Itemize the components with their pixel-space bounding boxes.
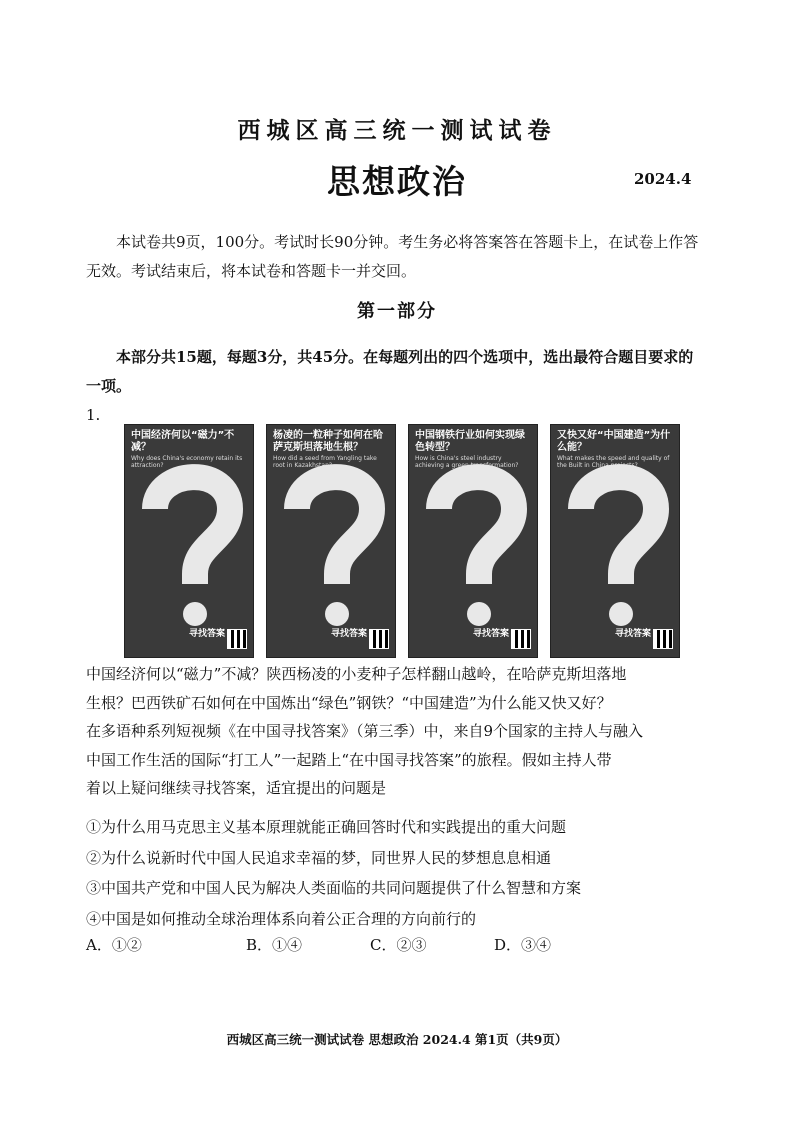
qr-code-icon (653, 629, 673, 649)
poster-footer: 寻找答案 (188, 629, 225, 639)
subject-title: 思想政治 (327, 162, 467, 201)
poster-strip (124, 424, 680, 656)
choice-c: C．②③ (370, 936, 427, 954)
choice-a: A．①② (86, 936, 142, 954)
stem-line: 在多语种系列短视频《在中国寻找答案》（第三季）中，来自9个国家的主持人与融入 (86, 722, 644, 740)
section-title: 第一部分 (357, 301, 437, 322)
poster-2 (266, 424, 396, 658)
exam-instructions: 本试卷共9页，100分。考试时长90分钟。考生务必将答案答在答题卡上，在试卷上作答无效。考试结束后，将本试卷和答题卡一并交回。 (86, 233, 699, 280)
poster-subtitle: What makes the speed and quality of the Built in China projects? (557, 455, 670, 469)
poster-3 (408, 424, 538, 658)
choice-d: D．③④ (494, 936, 552, 954)
statement-list (86, 812, 726, 934)
statement-item: ②为什么说新时代中国人民追求幸福的梦，同世界人民的梦想息息相通 (86, 848, 552, 867)
question-mark-icon (419, 459, 529, 629)
qr-code-icon (511, 629, 531, 649)
question-number: 1. (86, 406, 101, 424)
choice-b: B．①④ (246, 936, 303, 954)
poster-footer: 寻找答案 (330, 629, 367, 639)
stem-line: 生根？巴西铁矿石如何在中国炼出“绿色”钢铁？“中国建造”为什么能又快又好？ (86, 693, 612, 712)
question-stem (86, 660, 708, 803)
poster-subtitle: How is China's steel industry achieving a green transformation? (415, 455, 519, 469)
poster-title: 又快又好“中国建造”为什么能？ (557, 430, 671, 453)
poster-title: 中国经济何以“磁力”不减？ (131, 430, 235, 453)
stem-line: 中国经济何以“磁力”不减？陕西杨凌的小麦种子怎样翻山越岭，在哈萨克斯坦落地 (86, 665, 627, 683)
poster-subtitle: Why does China's economy retain its attraction? (131, 455, 243, 469)
exam-date: 2024.4 (634, 170, 692, 188)
poster-footer: 寻找答案 (614, 629, 651, 639)
poster-1 (124, 424, 254, 658)
answer-choices (86, 934, 586, 964)
statement-item: ①为什么用马克思主义基本原理就能正确回答时代和实践提出的重大问题 (86, 818, 567, 836)
question-mark-icon (277, 459, 387, 629)
stem-line: 着以上疑问继续寻找答案，适宜提出的问题是 (86, 779, 387, 797)
part-instructions: 本部分共15题，每题3分，共45分。在每题列出的四个选项中，选出最符合题目要求的一项。 (86, 348, 694, 395)
poster-footer: 寻找答案 (472, 629, 509, 639)
poster-title: 杨凌的一粒种子如何在哈萨克斯坦落地生根？ (273, 430, 383, 453)
question-mark-icon (561, 459, 671, 629)
poster-title: 中国钢铁行业如何实现绿色转型？ (415, 430, 525, 453)
qr-code-icon (227, 629, 247, 649)
page-footer: 西城区高三统一测试试卷 思想政治 2024.4 第1页（共9页） (226, 1032, 568, 1047)
qr-code-icon (369, 629, 389, 649)
statement-item: ④中国是如何推动全球治理体系向着公正合理的方向前行的 (86, 909, 477, 928)
poster-4 (550, 424, 680, 658)
poster-subtitle: How did a seed from Yangling take root in Kazakhstan? (273, 455, 377, 469)
statement-item: ③中国共产党和中国人民为解决人类面临的共同问题提供了什么智慧和方案 (86, 879, 582, 897)
question-mark-icon (135, 459, 245, 629)
exam-title: 西城区高三统一测试试卷 (237, 117, 557, 144)
stem-line: 中国工作生活的国际“打工人”一起踏上“在中国寻找答案”的旅程。假如主持人带 (86, 750, 612, 769)
